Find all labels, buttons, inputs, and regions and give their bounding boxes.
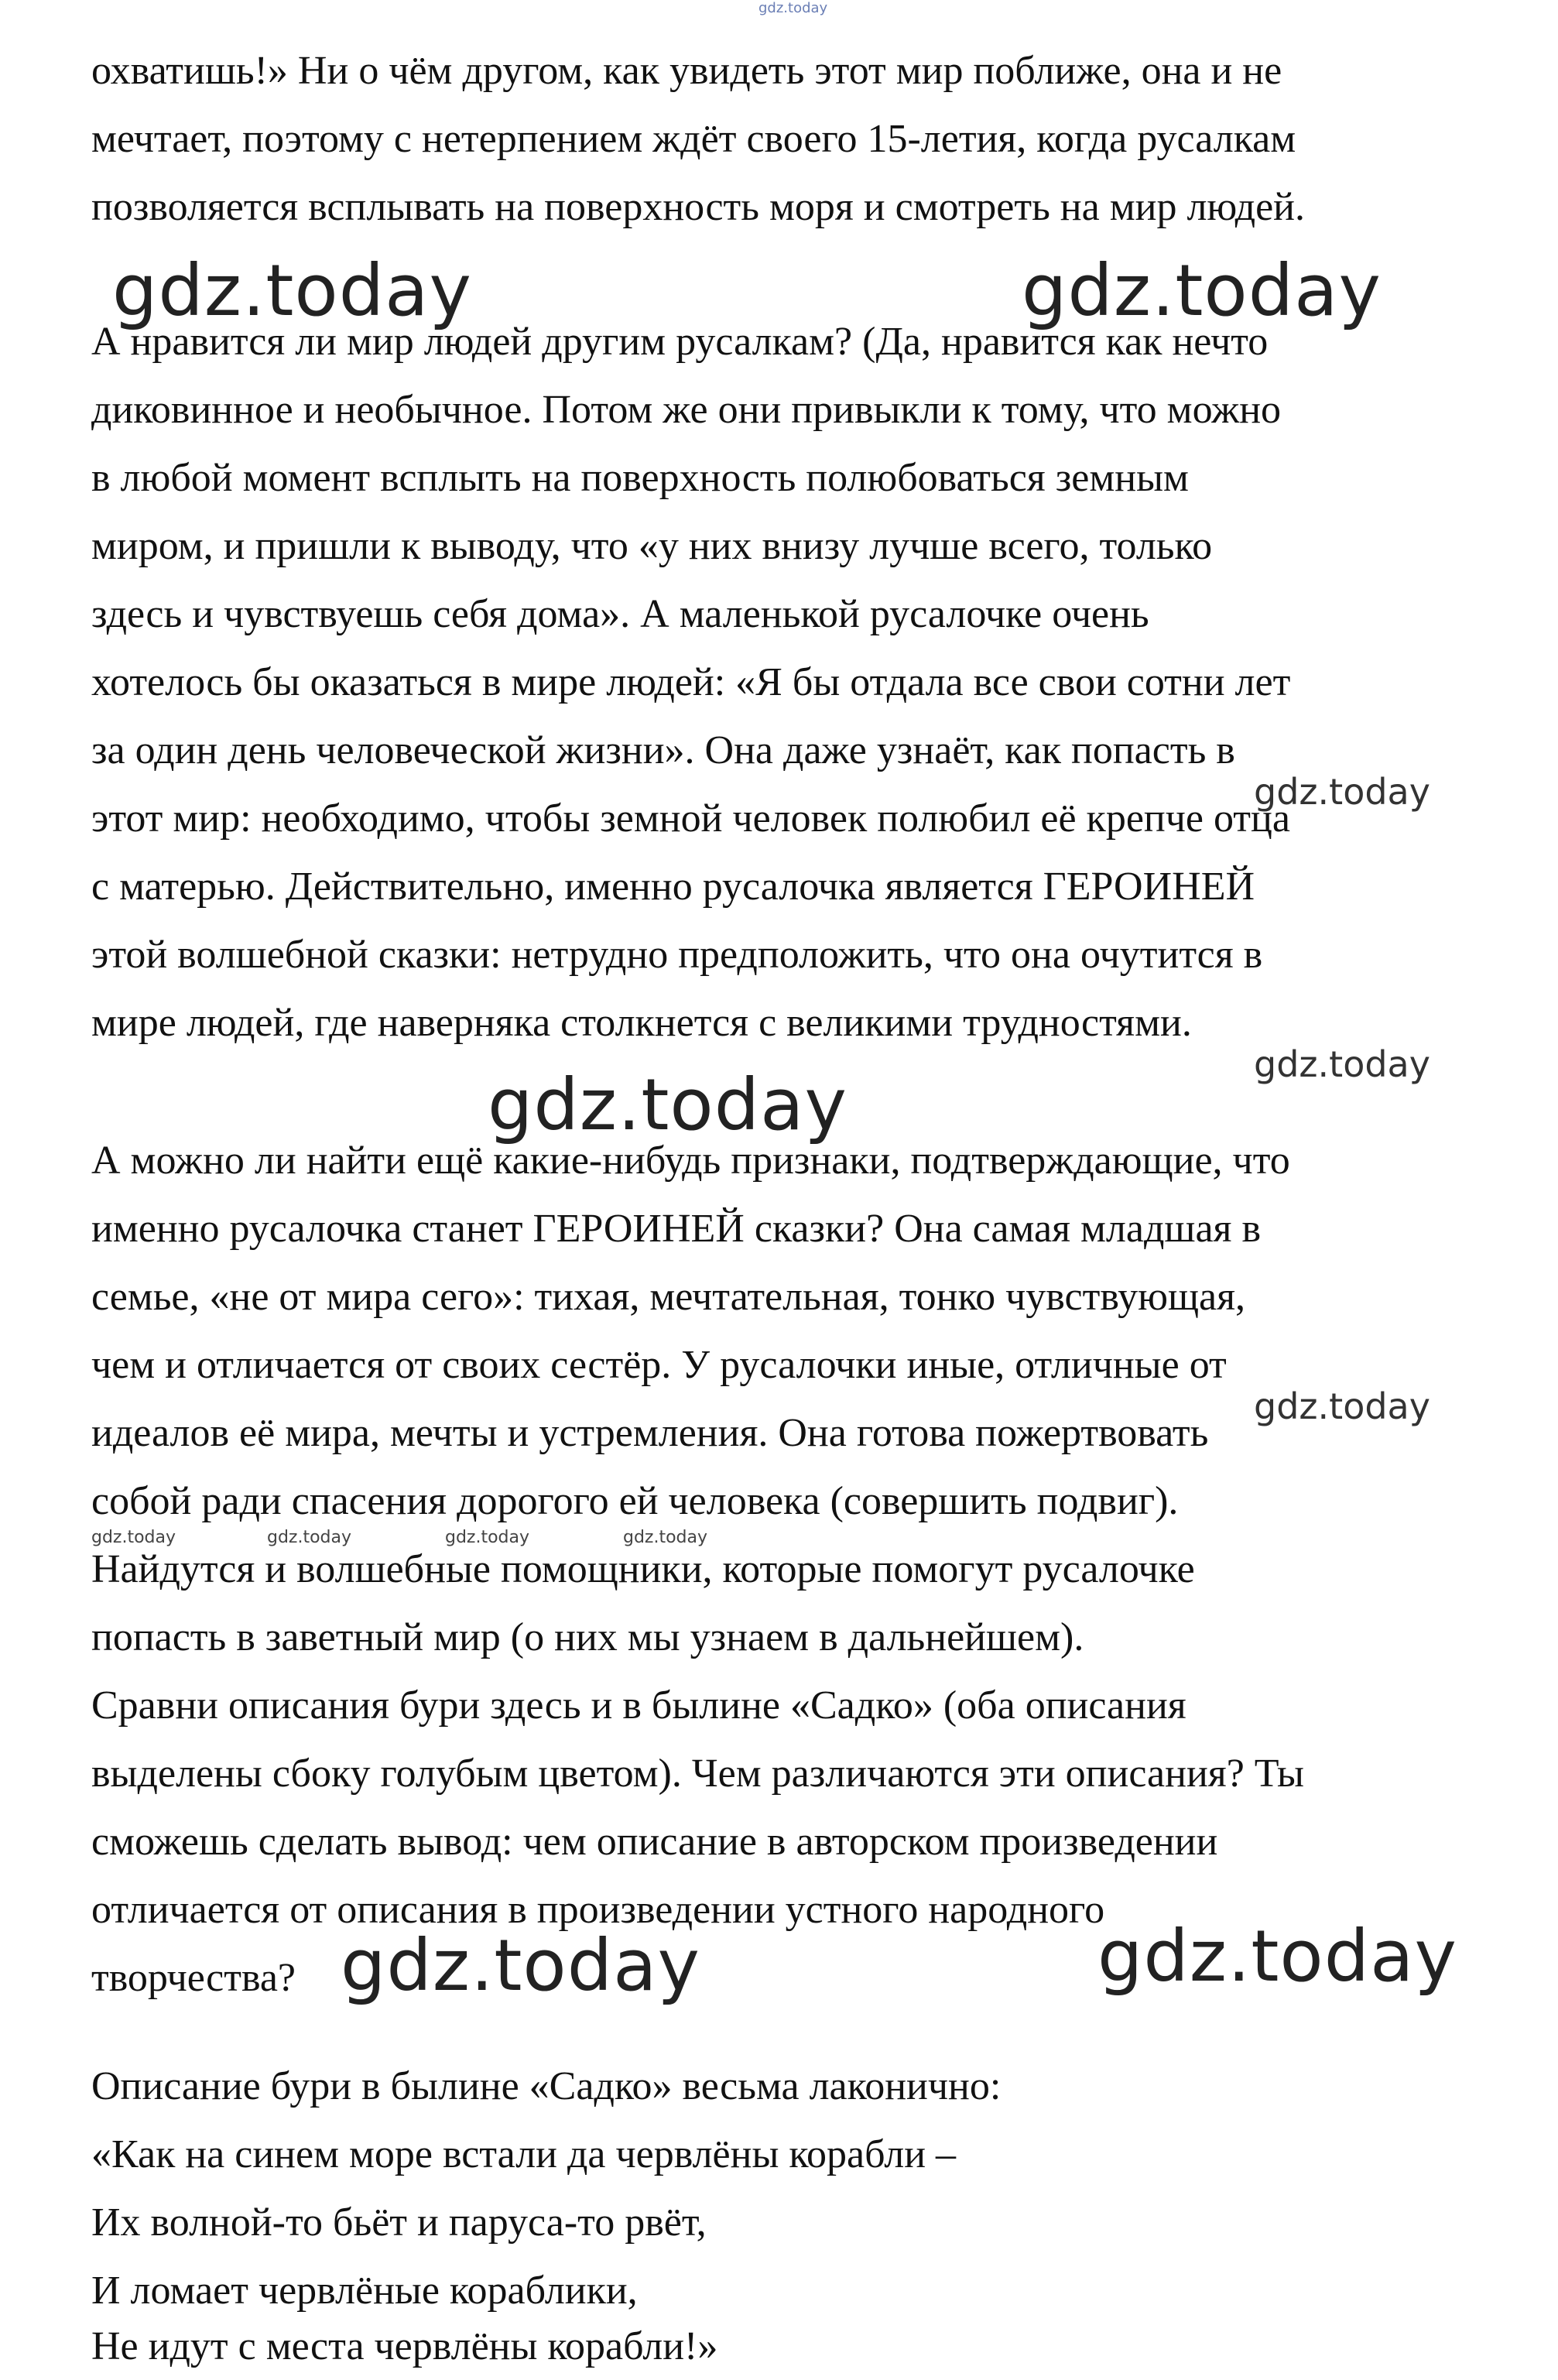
watermark-medium: gdz.today — [1254, 1043, 1430, 1085]
watermark-top: gdz.today — [758, 0, 828, 16]
text-line: миром, и пришли к выводу, что «у них внизу лучше всего, только — [91, 524, 1213, 568]
watermark-large: gdz.today — [1022, 249, 1382, 332]
text-line: Не идут с места червлёны корабли!» — [91, 2324, 718, 2368]
text-line: идеалов её мира, мечты и устремления. Она готова пожертвовать — [91, 1411, 1209, 1455]
text-line: здесь и чувствуешь себя дома». А маленькой русалочке очень — [91, 592, 1149, 636]
text-line: Сравни описания бури здесь и в былине «Садко» (оба описания — [91, 1683, 1186, 1728]
text-line: творчества? — [91, 1956, 296, 2000]
watermark-large: gdz.today — [112, 249, 472, 332]
text-line: в любой момент всплыть на поверхность полюбоваться земным — [91, 456, 1189, 500]
text-line: «Как на синем море встали да червлёны корабли – — [91, 2132, 957, 2176]
watermark-small: gdz.today — [91, 1528, 176, 1547]
text-line: именно русалочка станет ГЕРОИНЕЙ сказки? Она самая младшая в — [91, 1207, 1261, 1251]
text-line: собой ради спасения дорогого ей человека (совершить подвиг). — [91, 1479, 1179, 1523]
text-line: И ломает червлёные кораблики, — [91, 2269, 638, 2313]
watermark-large: gdz.today — [1097, 1915, 1457, 1998]
text-line: этой волшебной сказки: нетрудно предположить, что она очутится в — [91, 933, 1263, 977]
text-line: семье, «не от мира сего»: тихая, мечтательная, тонко чувствующая, — [91, 1275, 1245, 1319]
watermark-large: gdz.today — [488, 1063, 847, 1146]
text-line: А можно ли найти ещё какие-нибудь признаки, подтверждающие, что — [91, 1139, 1290, 1183]
watermark-small: gdz.today — [623, 1528, 708, 1547]
text-line: А нравится ли мир людей другим русалкам? (Да, нравится как нечто — [91, 320, 1269, 364]
text-line: Найдутся и волшебные помощники, которые помогут русалочке — [91, 1547, 1195, 1591]
text-line: отличается от описания в произведении устного народного — [91, 1888, 1105, 1932]
text-line: Их волной-то бьёт и паруса-то рвёт, — [91, 2200, 707, 2245]
text-line: попасть в заветный мир (о них мы узнаем в дальнейшем). — [91, 1615, 1084, 1659]
watermark-medium: gdz.today — [1254, 1385, 1430, 1427]
text-line: мире людей, где наверняка столкнется с великими трудностями. — [91, 1001, 1192, 1045]
text-line: охватишь!» Ни о чём другом, как увидеть этот мир поближе, она и не — [91, 49, 1282, 93]
text-line: Описание бури в былине «Садко» весьма лаконично: — [91, 2064, 1002, 2108]
watermark-large: gdz.today — [341, 1924, 700, 2007]
text-line: чем и отличается от своих сестёр. У русалочки иные, отличные от — [91, 1343, 1227, 1387]
watermark-medium: gdz.today — [1254, 771, 1430, 813]
text-line: позволяется всплывать на поверхность моря и смотреть на мир людей. — [91, 185, 1305, 229]
text-line: мечтает, поэтому с нетерпением ждёт своего 15-летия, когда русалкам — [91, 117, 1296, 161]
text-line: хотелось бы оказаться в мире людей: «Я бы отдала все свои сотни лет — [91, 660, 1291, 704]
text-line: с матерью. Действительно, именно русалочка является ГЕРОИНЕЙ — [91, 865, 1255, 909]
text-line: сможешь сделать вывод: чем описание в авторском произведении — [91, 1820, 1218, 1864]
text-line: диковинное и необычное. Потом же они привыкли к тому, что можно — [91, 388, 1282, 432]
text-line: выделены сбоку голубым цветом). Чем различаются эти описания? Ты — [91, 1752, 1304, 1796]
text-line: этот мир: необходимо, чтобы земной человек полюбил её крепче отца — [91, 796, 1290, 841]
watermark-small: gdz.today — [445, 1528, 530, 1547]
watermark-small: gdz.today — [267, 1528, 352, 1547]
text-line: за один день человеческой жизни». Она даже узнаёт, как попасть в — [91, 728, 1235, 772]
